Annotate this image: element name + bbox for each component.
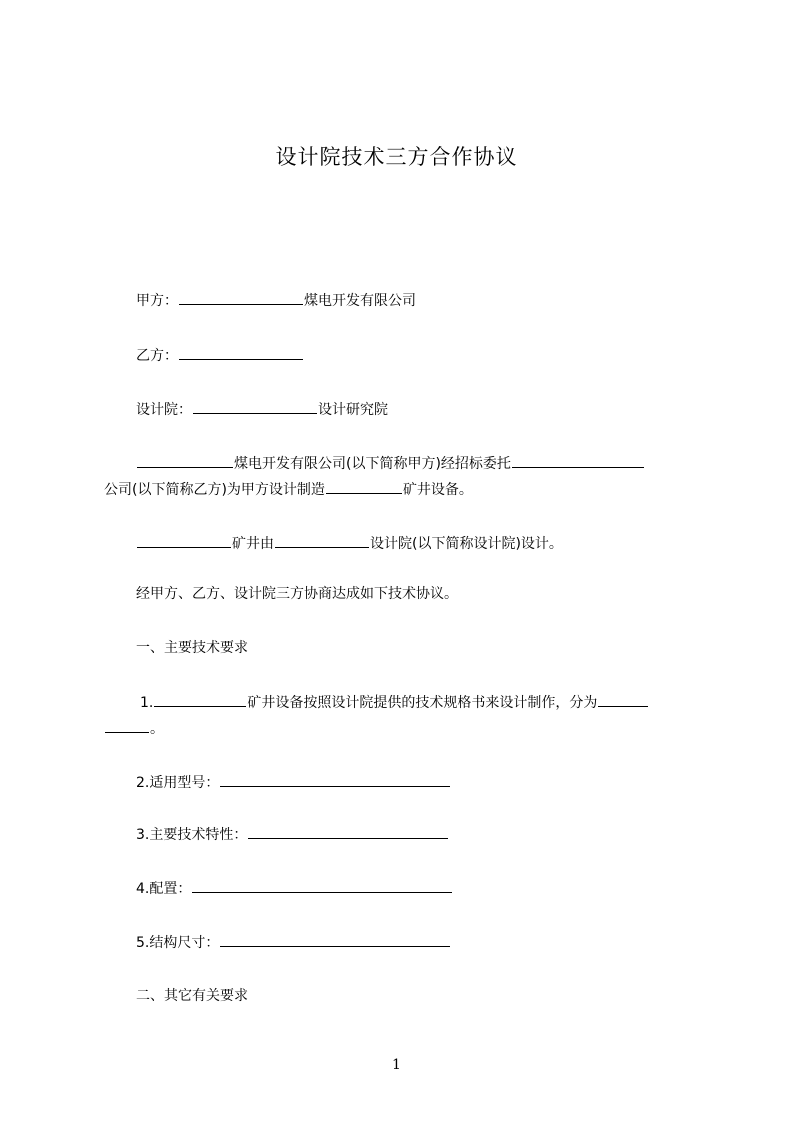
document-title: 设计院技术三方合作协议 <box>275 145 518 169</box>
blank-line <box>326 479 402 494</box>
party-b-line <box>136 345 304 366</box>
item-4 <box>136 878 453 899</box>
item-1-text: 矿井设备按照设计院提供的技术规格书来设计制作，分为 <box>247 695 598 711</box>
paragraph-3 <box>136 584 458 604</box>
paragraph-2-text-a: 矿井由 <box>232 536 274 552</box>
blank-line <box>137 453 233 468</box>
item-1-number: 1. <box>140 695 154 711</box>
paragraph-1-text-c: 矿井设备。 <box>402 482 473 498</box>
item-1-line-2 <box>104 718 164 739</box>
blank-line <box>220 772 450 787</box>
item-1-line-1 <box>140 692 649 713</box>
blank-line <box>220 932 450 947</box>
item-4-label: 4.配置： <box>136 881 192 897</box>
paragraph-3-text: 经甲方、乙方、设计院三方协商达成如下技术协议。 <box>136 586 458 602</box>
blank-line <box>179 290 303 305</box>
institute-suffix: 设计研究院 <box>318 402 388 418</box>
item-3 <box>136 824 449 845</box>
section-1-heading <box>136 638 248 658</box>
blank-line <box>179 345 303 360</box>
item-2 <box>136 772 451 793</box>
institute-label: 设计院： <box>136 402 192 418</box>
blank-line <box>137 533 231 548</box>
blank-line <box>512 453 644 468</box>
paragraph-1-line-2 <box>104 479 473 500</box>
blank-line <box>192 878 452 893</box>
section-2-heading <box>136 986 248 1006</box>
paragraph-1-line-1 <box>136 453 645 474</box>
item-5 <box>136 932 451 953</box>
party-b-label: 乙方： <box>136 348 178 364</box>
blank-line <box>598 692 648 707</box>
blank-line <box>275 533 369 548</box>
paragraph-2 <box>136 533 563 554</box>
blank-line <box>105 718 149 733</box>
section-2-heading-text: 二、其它有关要求 <box>136 988 248 1004</box>
item-2-label: 2.适用型号： <box>136 775 220 791</box>
party-a-label: 甲方： <box>136 293 178 309</box>
blank-line <box>193 399 317 414</box>
party-a-line <box>136 290 416 311</box>
blank-line <box>248 824 448 839</box>
item-1-end: 。 <box>150 721 164 737</box>
section-1-heading-text: 一、主要技术要求 <box>136 640 248 656</box>
institute-line <box>136 399 388 420</box>
blank-line <box>154 692 246 707</box>
item-5-label: 5.结构尺寸： <box>136 935 220 951</box>
paragraph-1-text-b: 公司(以下简称乙方)为甲方设计制造 <box>104 482 325 498</box>
page-number: 1 <box>392 1057 401 1073</box>
paragraph-2-text-b: 设计院(以下简称设计院)设计。 <box>370 536 563 552</box>
party-a-suffix: 煤电开发有限公司 <box>304 293 416 309</box>
item-3-label: 3.主要技术特性： <box>136 827 248 843</box>
paragraph-1-text-a: 煤电开发有限公司(以下简称甲方)经招标委托 <box>234 456 511 472</box>
